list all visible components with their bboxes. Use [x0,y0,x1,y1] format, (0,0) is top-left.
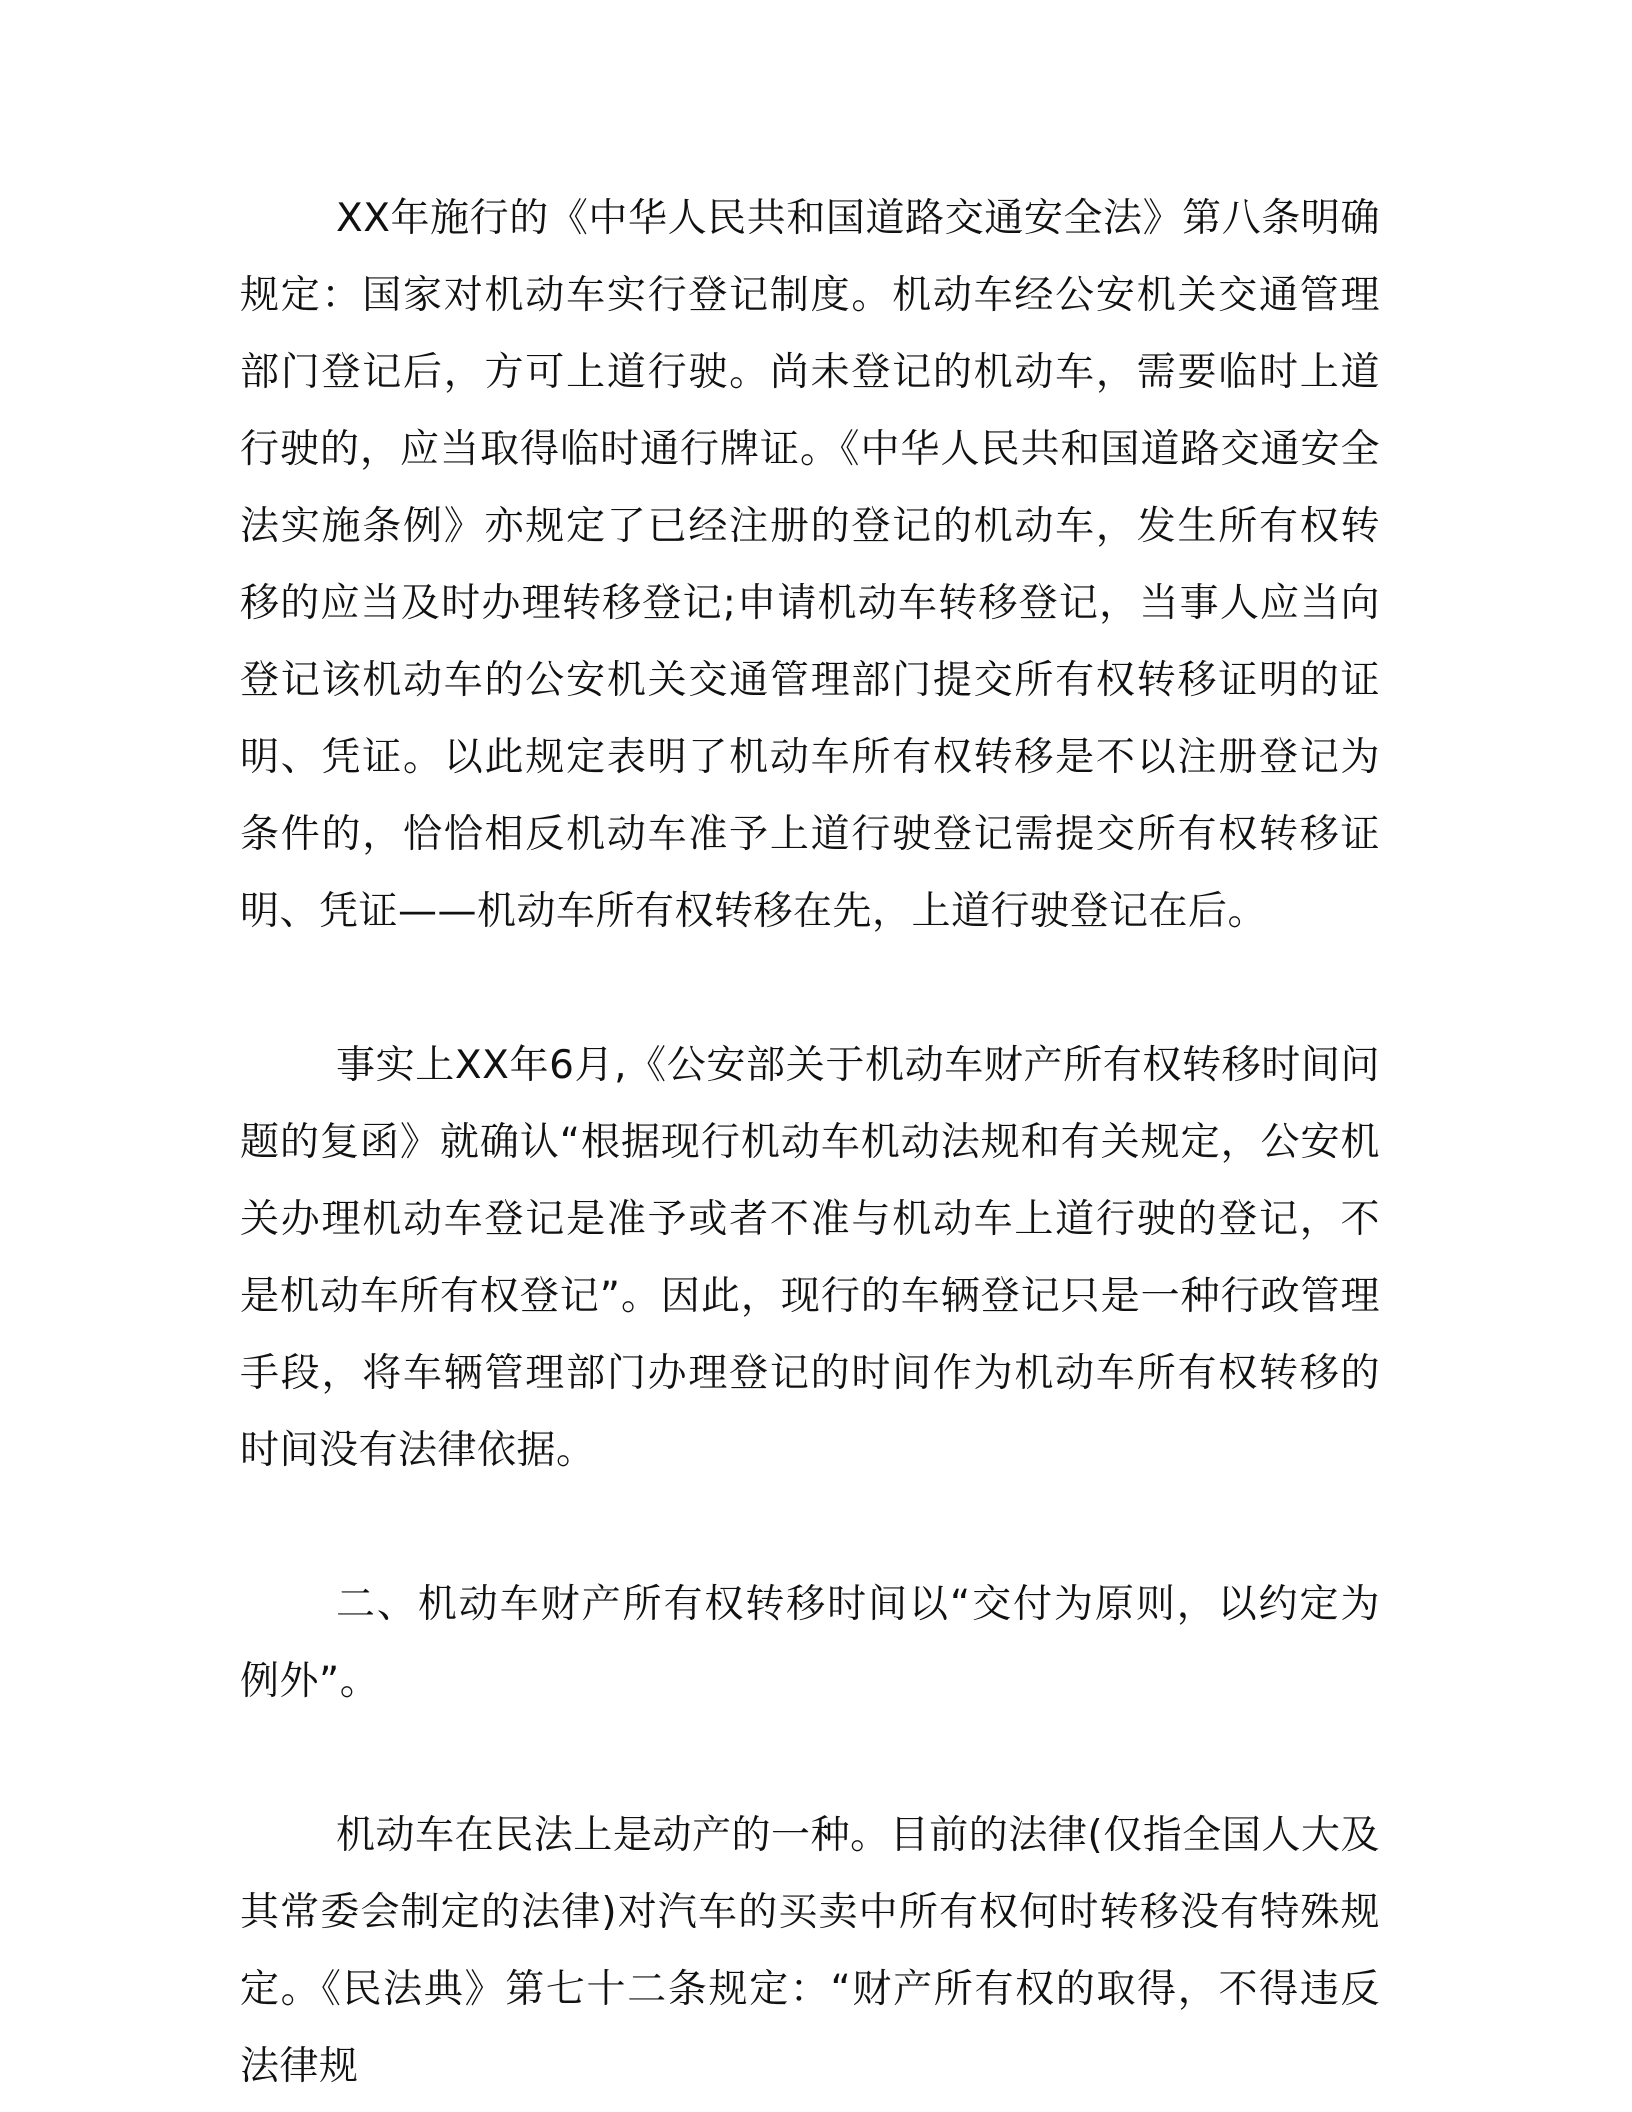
section-heading-two: 二、机动车财产所有权转移时间以“交付为原则，以约定为例外”。 [240,1582,1380,1704]
document-body [240,180,1380,2105]
paragraph-registration-law: XX年施行的《中华人民共和国道路交通安全法》第八条明确规定：国家对机动车实行登记制度。机动车经公安机关交通管理部门登记后，方可上道行驶。尚未登记的机动车，需要临时上道行驶的，应当取得临时通行牌证。《中华人民共和国道路交通安全法实施条例》亦规定了已经注册的登记的机动车，发生所有权转移的应当及时办理转移登记;申请机动车转移登记，当事人应当向登记该机动车的公安机关交通管理部门提交所有权转移证明的证明、凭证。以此规定表明了机动车所有权转移是不以注册登记为条件的，恰恰相反机动车准予上道行驶登记需提交所有权转移证明、凭证——机动车所有权转移在先，上道行驶登记在后。 [240,196,1380,934]
paragraph-movable-property: 机动车在民法上是动产的一种。目前的法律(仅指全国人大及其常委会制定的法律)对汽车的买卖中所有权何时转移没有特殊规定。《民法典》第七十二条规定：“财产所有权的取得，不得违反法律规 [240,1813,1380,2089]
paragraph-ministry-reply: 事实上XX年6月,《公安部关于机动车财产所有权转移时间问题的复函》就确认“根据现行机动车机动法规和有关规定，公安机关办理机动车登记是准予或者不准与机动车上道行驶的登记，不是机动车所有权登记”。因此，现行的车辆登记只是一种行政管理手段，将车辆管理部门办理登记的时间作为机动车所有权转移的时间没有法律依据。 [240,1043,1380,1473]
